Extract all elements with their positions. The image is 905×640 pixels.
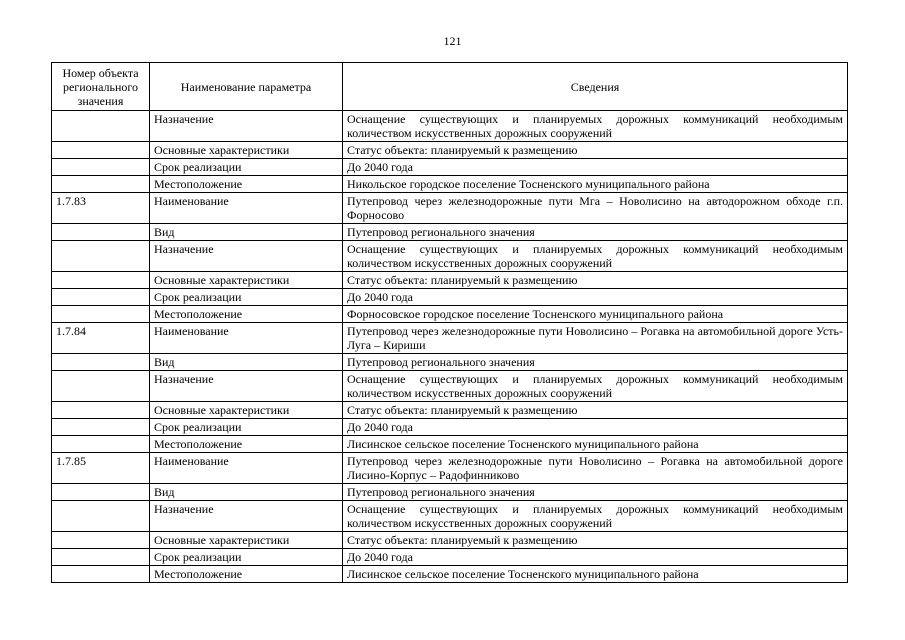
- object-number-cell: [52, 241, 150, 272]
- parameter-name-cell: Основные характеристики: [150, 142, 343, 159]
- table-row: [52, 289, 848, 306]
- object-number-cell: [52, 484, 150, 501]
- table-body: [52, 111, 848, 583]
- parameter-value-cell: Оснащение существующих и планируемых дорожных коммуникаций необходимым количеством искусственных дорожных сооружений: [343, 371, 848, 402]
- table-row: [52, 142, 848, 159]
- parameter-name-cell: Срок реализации: [150, 159, 343, 176]
- object-number-cell: [52, 289, 150, 306]
- parameter-name-cell: Срок реализации: [150, 549, 343, 566]
- parameter-name-cell: Основные характеристики: [150, 532, 343, 549]
- object-number-cell: [52, 532, 150, 549]
- parameter-name-cell: Основные характеристики: [150, 272, 343, 289]
- table-row: [52, 306, 848, 323]
- object-number-cell: [52, 142, 150, 159]
- parameter-value-cell: Лисинское сельское поселение Тосненского муниципального района: [343, 566, 848, 583]
- table-row: [52, 532, 848, 549]
- table-row: [52, 323, 848, 354]
- page-number: 121: [443, 34, 462, 48]
- parameter-name-cell: Наименование: [150, 453, 343, 484]
- parameter-name-cell: Наименование: [150, 193, 343, 224]
- parameter-name-cell: Основные характеристики: [150, 402, 343, 419]
- parameter-value-cell: До 2040 года: [343, 289, 848, 306]
- parameter-value-cell: Путепровод через железнодорожные пути Новолисино – Рогавка на автомобильной дороге Усть-Луга – Кириши: [343, 323, 848, 354]
- parameter-value-cell: Никольское городское поселение Тосненского муниципального района: [343, 176, 848, 193]
- parameter-value-cell: Оснащение существующих и планируемых дорожных коммуникаций необходимым количеством искусственных дорожных сооружений: [343, 501, 848, 532]
- table-row: [52, 419, 848, 436]
- object-number-cell: [52, 419, 150, 436]
- object-number-cell: [52, 111, 150, 142]
- parameter-value-cell: Статус объекта: планируемый к размещению: [343, 532, 848, 549]
- parameter-value-cell: Путепровод через железнодорожные пути Мга – Новолисино на автодорожном обходе г.п. Форносово: [343, 193, 848, 224]
- object-number-cell: 1.7.83: [52, 193, 150, 224]
- parameter-value-cell: До 2040 года: [343, 419, 848, 436]
- parameter-value-cell: Форносовское городское поселение Тосненского муниципального района: [343, 306, 848, 323]
- parameter-value-cell: Путепровод через железнодорожные пути Новолисино – Рогавка на автомобильной дороге Лисино-Корпус – Радофинниково: [343, 453, 848, 484]
- table-row: [52, 549, 848, 566]
- table-row: [52, 111, 848, 142]
- object-number-cell: [52, 159, 150, 176]
- table-row: [52, 501, 848, 532]
- table-row: [52, 453, 848, 484]
- parameter-value-cell: Статус объекта: планируемый к размещению: [343, 142, 848, 159]
- parameter-value-cell: Лисинское сельское поселение Тосненского муниципального района: [343, 436, 848, 453]
- parameter-name-cell: Местоположение: [150, 176, 343, 193]
- parameter-value-cell: До 2040 года: [343, 549, 848, 566]
- parameter-name-cell: Местоположение: [150, 566, 343, 583]
- parameter-name-cell: Наименование: [150, 323, 343, 354]
- table-row: [52, 224, 848, 241]
- parameter-value-cell: Путепровод регионального значения: [343, 354, 848, 371]
- parameter-value-cell: Оснащение существующих и планируемых дорожных коммуникаций необходимым количеством искусственных дорожных сооружений: [343, 111, 848, 142]
- object-number-cell: [52, 354, 150, 371]
- table-row: [52, 159, 848, 176]
- parameter-name-cell: Назначение: [150, 111, 343, 142]
- object-number-cell: [52, 272, 150, 289]
- table-row: [52, 176, 848, 193]
- parameter-value-cell: Оснащение существующих и планируемых дорожных коммуникаций необходимым количеством искусственных дорожных сооружений: [343, 241, 848, 272]
- table-row: [52, 241, 848, 272]
- parameter-value-cell: Путепровод регионального значения: [343, 484, 848, 501]
- object-number-cell: [52, 224, 150, 241]
- object-number-cell: [52, 436, 150, 453]
- parameter-value-cell: Путепровод регионального значения: [343, 224, 848, 241]
- parameter-name-cell: Местоположение: [150, 306, 343, 323]
- parameter-value-cell: Статус объекта: планируемый к размещению: [343, 402, 848, 419]
- parameter-name-cell: Назначение: [150, 501, 343, 532]
- header-parameter-name: Наименование параметра: [150, 63, 343, 111]
- parameter-name-cell: Срок реализации: [150, 289, 343, 306]
- object-number-cell: [52, 306, 150, 323]
- table-row: [52, 272, 848, 289]
- table-row: [52, 436, 848, 453]
- table-row: [52, 354, 848, 371]
- parameter-name-cell: Местоположение: [150, 436, 343, 453]
- parameter-name-cell: Вид: [150, 484, 343, 501]
- object-number-cell: 1.7.85: [52, 453, 150, 484]
- table-row: [52, 566, 848, 583]
- table-row: [52, 193, 848, 224]
- object-number-cell: [52, 549, 150, 566]
- parameter-name-cell: Вид: [150, 224, 343, 241]
- parameter-value-cell: До 2040 года: [343, 159, 848, 176]
- parameter-name-cell: Назначение: [150, 241, 343, 272]
- table-row: [52, 402, 848, 419]
- table-row: [52, 484, 848, 501]
- object-number-cell: [52, 371, 150, 402]
- header-info: Сведения: [343, 63, 848, 111]
- table-header-row: [52, 63, 848, 111]
- object-number-cell: [52, 566, 150, 583]
- object-number-cell: [52, 501, 150, 532]
- object-number-cell: 1.7.84: [52, 323, 150, 354]
- parameters-table: [51, 62, 848, 583]
- parameter-name-cell: Назначение: [150, 371, 343, 402]
- parameter-value-cell: Статус объекта: планируемый к размещению: [343, 272, 848, 289]
- parameter-name-cell: Вид: [150, 354, 343, 371]
- parameter-name-cell: Срок реализации: [150, 419, 343, 436]
- object-number-cell: [52, 176, 150, 193]
- table-row: [52, 371, 848, 402]
- header-object-number: Номер объекта регионального значения: [52, 63, 150, 111]
- object-number-cell: [52, 402, 150, 419]
